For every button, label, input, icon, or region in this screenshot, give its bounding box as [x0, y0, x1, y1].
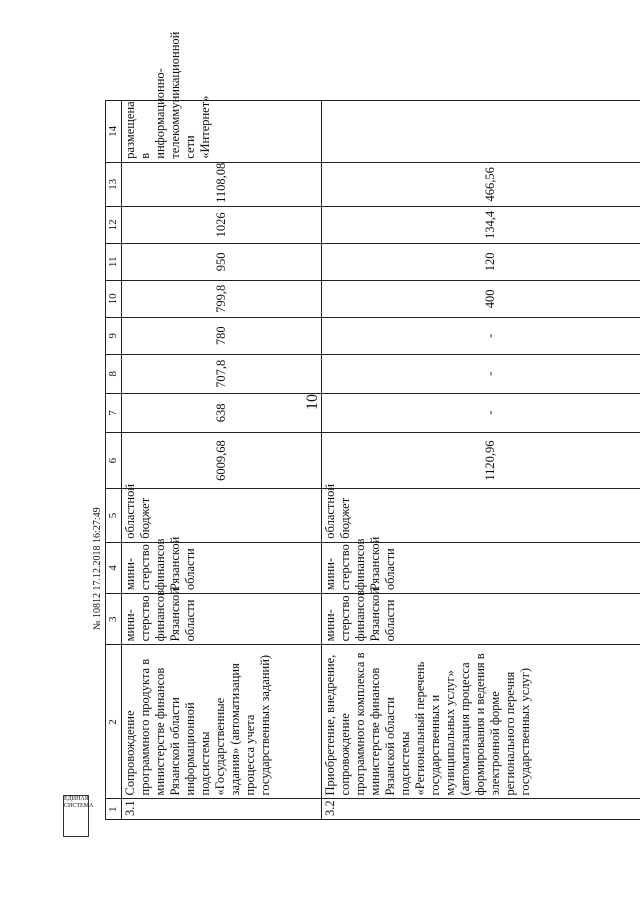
registration-stamp: № 10812 17.12.2018 16:27:49 — [92, 507, 103, 630]
header-cell: 2 — [106, 645, 122, 799]
row-total: 6009,68 — [122, 432, 322, 488]
row-total: 1120,96 — [322, 432, 640, 488]
page-number: 10 — [304, 394, 321, 410]
header-cell: 5 — [106, 489, 122, 542]
table-row — [122, 101, 322, 820]
header-cell: 8 — [106, 354, 122, 393]
table-row — [322, 101, 640, 820]
row-executor: мини-стерство финансов Рязанской области — [122, 594, 322, 645]
row-name: Приобретение, внедрение, сопровождение программного комплекса в министерстве финансов Рязанской области подсистемы «Региональный перечень государственных и муниципальных услуг» (автоматизация процесса формирования и ведения в электронной форме регионального перечня государственных услуг) — [322, 645, 640, 799]
row-source: областной бюджет — [122, 489, 322, 542]
row-result: размещена в информационно-телекоммуникационной сети «Интернет» — [122, 101, 322, 163]
row-year-value: 799,8 — [122, 280, 322, 317]
header-cell: 12 — [106, 206, 122, 243]
row-year-value: - — [322, 393, 640, 432]
header-cell: 3 — [106, 594, 122, 645]
row-year-value: 400 — [322, 280, 640, 317]
row-year-value: - — [322, 317, 640, 354]
row-executor: мини-стерство финансов Рязанской области — [322, 594, 640, 645]
header-cell: 11 — [106, 243, 122, 280]
row-number: 3.1 — [122, 799, 322, 820]
header-cell: 13 — [106, 162, 122, 206]
row-source: областной бюджет — [322, 489, 640, 542]
header-cell: 4 — [106, 542, 122, 593]
header-cell: 14 — [106, 101, 122, 163]
header-cell: 1 — [106, 799, 122, 820]
header-cell: 10 — [106, 280, 122, 317]
row-year-value: 120 — [322, 243, 640, 280]
row-name: Сопровождение программного продукта в министерстве финансов Рязанской области информационной подсистемы «Государственные задания» (автоматизация процесса учета государственных заданий) — [122, 645, 322, 799]
row-year-value: 466,56 — [322, 162, 640, 206]
system-logo — [63, 795, 94, 837]
row-result — [322, 101, 640, 163]
header-cell: 6 — [106, 432, 122, 488]
row-number: 3.2 — [322, 799, 640, 820]
row-year-value: - — [322, 354, 640, 393]
row-coexecutor: мини-стерство финансов Рязанской области — [322, 542, 640, 593]
row-year-value: 707,8 — [122, 354, 322, 393]
row-coexecutor: мини-стерство финансов Рязанской области — [122, 542, 322, 593]
program-table — [105, 31, 640, 820]
row-year-value: 1026 — [122, 206, 322, 243]
header-cell: 7 — [106, 393, 122, 432]
row-year-value: 950 — [122, 243, 322, 280]
header-cell: 9 — [106, 317, 122, 354]
row-year-value: 134,4 — [322, 206, 640, 243]
row-year-value: 638 — [122, 393, 322, 432]
row-year-value: 1108,08 — [122, 162, 322, 206]
header-row — [106, 101, 122, 820]
logo-text: ЕДИНАЯ СИСТЕМА — [64, 796, 94, 809]
row-year-value: 780 — [122, 317, 322, 354]
document-table-rotated — [105, 31, 640, 820]
